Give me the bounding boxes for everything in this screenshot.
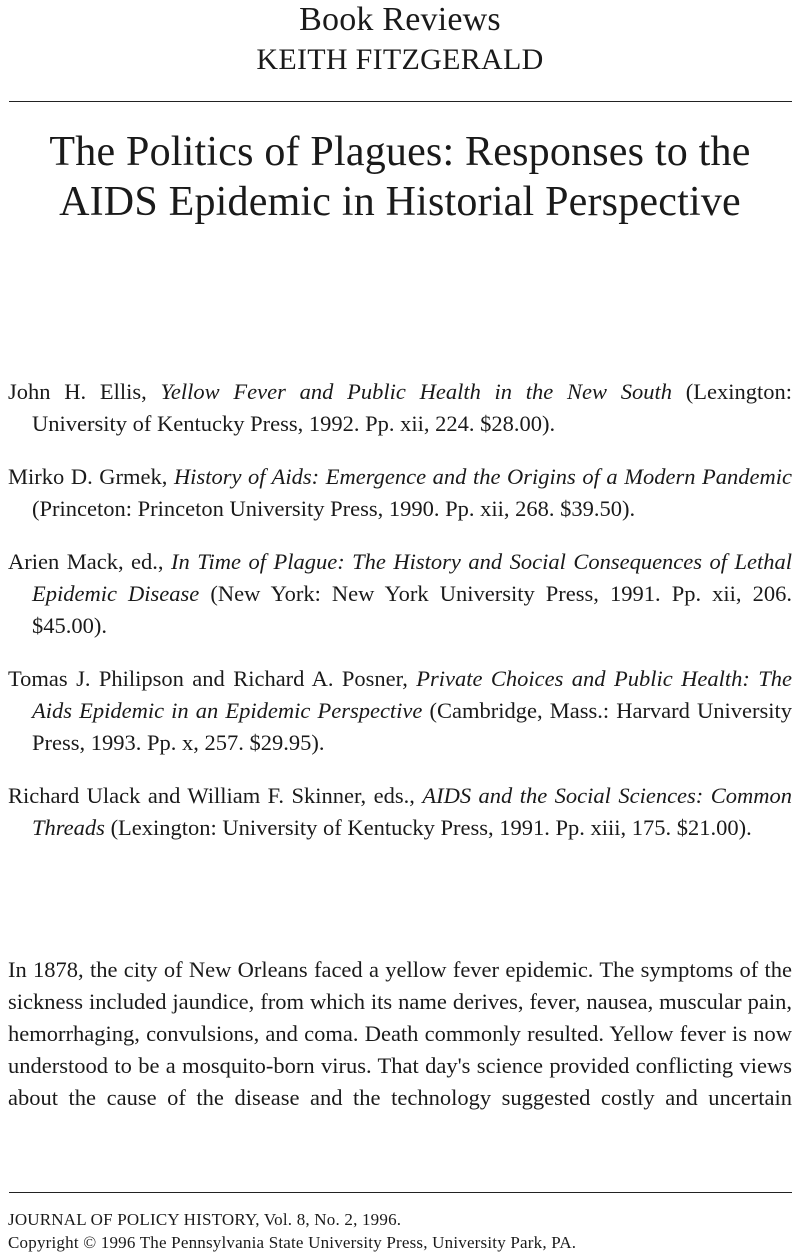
reference-details: (Lexington: University of Kentucky Press, 1991. Pp. xiii, 175. $21.00). bbox=[104, 815, 752, 840]
book-reference bbox=[8, 461, 792, 525]
reviewed-books-list bbox=[8, 376, 792, 865]
reference-authors: Mirko D. Grmek, bbox=[8, 464, 174, 489]
book-reference bbox=[8, 780, 792, 844]
section-label: Book Reviews bbox=[299, 1, 501, 38]
review-author: KEITH FITZGERALD bbox=[256, 43, 544, 76]
book-reference bbox=[8, 376, 792, 440]
reference-book-title: Yellow Fever and Public Health in the New South bbox=[160, 379, 673, 404]
reference-book-title: Private Choices and Public Health: The Aids Epidemic in an Epidemic Perspective bbox=[32, 666, 792, 723]
reference-details: (New York: New York University Press, 1991. Pp. xii, 206. $45.00). bbox=[32, 581, 792, 638]
reference-details: (Cambridge, Mass.: Harvard University Press, 1993. Pp. x, 257. $29.95). bbox=[32, 698, 792, 755]
reference-book-title: AIDS and the Social Sciences: Common Threads bbox=[32, 783, 793, 840]
reference-details: (Princeton: Princeton University Press, 1990. Pp. xii, 268. $39.50). bbox=[32, 496, 636, 521]
reference-authors: Richard Ulack and William F. Skinner, eds., bbox=[8, 783, 423, 808]
copyright-notice: Copyright © 1996 The Pennsylvania State University Press, University Park, PA. bbox=[8, 1233, 577, 1252]
book-reference bbox=[8, 546, 792, 642]
book-reference bbox=[8, 663, 792, 759]
header-divider bbox=[9, 101, 792, 102]
reference-book-title: History of Aids: Emergence and the Origins of a Modern Pandemic bbox=[173, 464, 793, 489]
article-title: The Politics of Plagues: Responses to the AIDS Epidemic in Historial Perspective bbox=[49, 129, 751, 225]
reference-authors: Arien Mack, ed., bbox=[8, 549, 172, 574]
footer-divider bbox=[9, 1192, 792, 1193]
reference-authors: Tomas J. Philipson and Richard A. Posner, bbox=[8, 666, 417, 691]
reference-authors: John H. Ellis, bbox=[8, 379, 161, 404]
reference-book-title: In Time of Plague: The History and Social Consequences of Lethal Epidemic Disease bbox=[32, 549, 792, 606]
body-paragraph: In 1878, the city of New Orleans faced a yellow fever epidemic. The symptoms of the sickness included jaundice, from which its name derives, fever, nausea, muscular pain, hemorrhaging, convulsions, and coma. Death commonly resulted. Yellow fever is now understood to be a mosquito-born virus. That day's science provided conflicting views about the cause of the disease and the technology suggested costly and uncertain bbox=[8, 957, 792, 1110]
journal-citation: JOURNAL OF POLICY HISTORY, Vol. 8, No. 2, 1996. bbox=[8, 1210, 402, 1229]
reference-details: (Lexington: University of Kentucky Press, 1992. Pp. xii, 224. $28.00). bbox=[32, 379, 792, 436]
